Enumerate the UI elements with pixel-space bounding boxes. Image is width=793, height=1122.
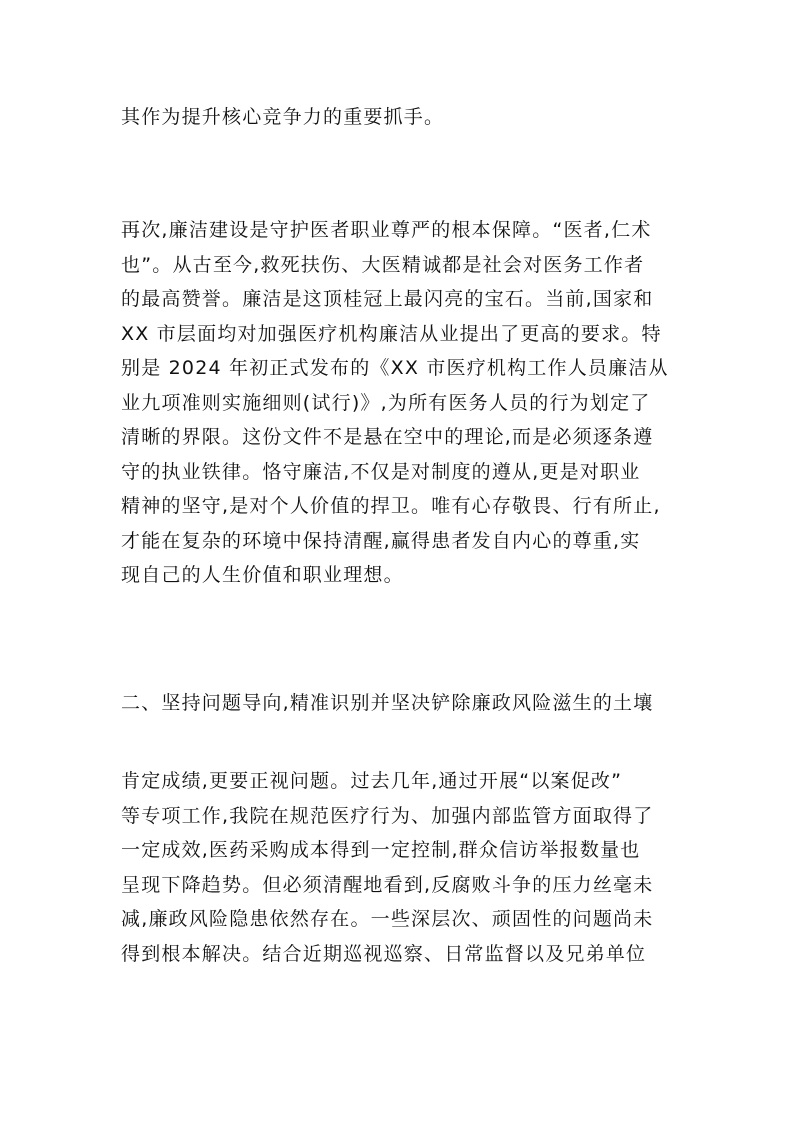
text-line: 呈现下降趋势。但必须清醒地看到,反腐败斗争的压力丝毫未 <box>121 873 654 896</box>
heading-text: 二、坚持问题导向,精准识别并坚决铲除廉政风险滋生的土壤 <box>121 692 654 714</box>
paragraph-3 <box>121 764 681 971</box>
text-line: 肯定成绩,更要正视问题。过去几年,通过开展“以案促改” <box>121 770 623 792</box>
paragraph-1 <box>121 100 681 135</box>
text-line: 业九项准则实施细则(试行)》,为所有医务人员的行为划定了 <box>121 391 651 414</box>
text-line: 守的执业铁律。恪守廉洁,不仅是对制度的遵从,更是对职业 <box>121 460 641 483</box>
text-line: 也”。从古至今,救死扶伤、大医精诚都是社会对医务工作者 <box>121 253 645 276</box>
text-line: 减,廉政风险隐患依然存在。一些深层次、顽固性的问题尚未 <box>121 908 654 930</box>
text-line: 清晰的界限。这份文件不是悬在空中的理论,而是必须逐条遵 <box>121 426 654 448</box>
text-line: 得到根本解决。结合近期巡视巡察、日常监督以及兄弟单位 <box>121 942 647 965</box>
text-line: 等专项工作,我院在规范医疗行为、加强内部监管方面取得了 <box>121 804 654 827</box>
paragraph-2 <box>121 213 681 593</box>
text-line: XX 市层面均对加强医疗机构廉洁从业提出了更高的要求。特 <box>121 322 662 345</box>
text-line: 再次,廉洁建设是守护医者职业尊严的根本保障。“医者,仁术 <box>121 219 652 241</box>
text-line: 一定成效,医药采购成本得到一定控制,群众信访举报数量也 <box>121 839 641 861</box>
text-line: 精神的坚守,是对个人价值的捍卫。唯有心存敬畏、行有所止, <box>121 495 661 517</box>
text-line: 才能在复杂的环境中保持清醒,赢得患者发自内心的尊重,实 <box>121 529 641 552</box>
text-line: 别是 2024 年初正式发布的《XX 市医疗机构工作人员廉洁从 <box>121 357 669 379</box>
text-line: 现自己的人生价值和职业理想。 <box>121 564 404 586</box>
section-heading <box>121 686 681 721</box>
text-line: 的最高赞誉。廉洁是这顶桂冠上最闪亮的宝石。当前,国家和 <box>121 288 654 310</box>
text-line: 其作为提升核心竞争力的重要抓手。 <box>121 106 445 128</box>
